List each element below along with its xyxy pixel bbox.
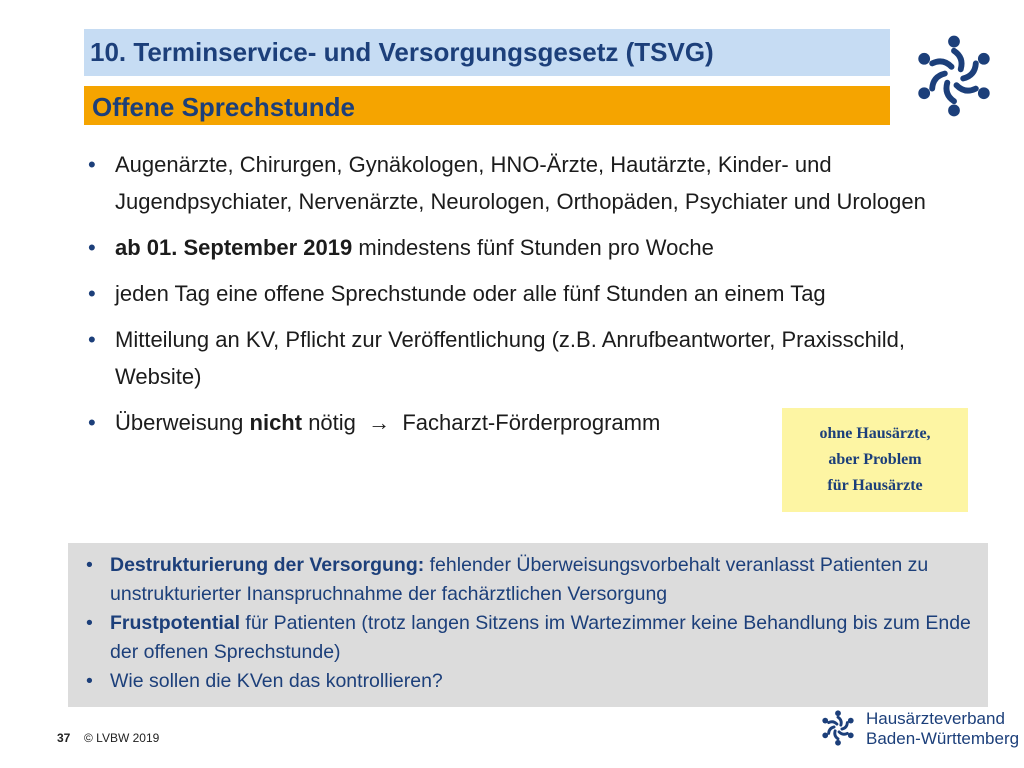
page-number: 37 xyxy=(57,731,71,745)
critique-list xyxy=(82,551,972,696)
bullet-item xyxy=(88,146,978,220)
brand-line-2: Baden-Württemberg xyxy=(866,729,1020,748)
critique-item xyxy=(82,551,972,609)
bullet-post-text: nötig → Facharzt-Förderprogramm xyxy=(302,410,661,435)
main-bullet-list xyxy=(88,146,978,450)
note-box xyxy=(782,408,968,512)
bullet-rest-text: mindestens fünf Stunden pro Woche xyxy=(352,235,714,260)
bullet-dot: • xyxy=(86,554,93,576)
critique-bold-text: Destrukturierung der Versorgung: xyxy=(110,554,425,576)
bullet-pre-text: Überweisung xyxy=(115,410,250,435)
bullet-text xyxy=(115,229,978,266)
note-line: aber Problem xyxy=(828,451,922,468)
bullet-dot: • xyxy=(86,670,93,692)
note-line: für Hausärzte xyxy=(827,477,923,494)
slide-subtitle: Offene Sprechstunde xyxy=(92,92,355,122)
bullet-dot: • xyxy=(86,612,93,634)
title-bar xyxy=(84,29,890,76)
bullet-item xyxy=(88,275,978,312)
critique-item xyxy=(82,667,972,696)
critique-bold-text: Frustpotential xyxy=(110,612,240,634)
bullet-dot: • xyxy=(88,235,96,260)
bullet-bold-text: ab 01. September 2019 xyxy=(115,235,353,260)
brand-line-1: Hausärzteverband xyxy=(866,709,1005,728)
bullet-dot: • xyxy=(88,327,96,352)
critique-text: fehlender Überweisungsvorbehalt veranlasst Patienten zu unstrukturierter Inanspruchnahme der fachärztlichen Versorgung xyxy=(110,554,929,605)
critique-item xyxy=(82,609,972,667)
critique-box xyxy=(68,543,988,707)
bullet-dot: • xyxy=(88,410,96,435)
bullet-item xyxy=(88,321,978,395)
bullet-bold-text: nicht xyxy=(249,410,303,435)
note-line: ohne Hausärzte, xyxy=(819,425,931,442)
critique-text: für Patienten (trotz langen Sitzens im Wartezimmer keine Behandlung bis zum Ende der offenen Sprechstunde) xyxy=(110,612,971,663)
hausaerzteverband-logo-icon xyxy=(912,34,996,118)
critique-text: Wie sollen die KVen das kontrollieren? xyxy=(110,670,443,692)
bullet-item xyxy=(88,229,978,266)
slide-title: 10. Terminservice- und Versorgungsgesetz (TSVG) xyxy=(90,37,714,67)
bullet-dot: • xyxy=(88,281,96,306)
copyright-text: © LVBW 2019 xyxy=(84,731,160,745)
bullet-text: Augenärzte, Chirurgen, Gynäkologen, HNO-Ärzte, Hautärzte, Kinder- und Jugendpsychiater, Nervenärzte, Neurologen, Orthopäden, Psychiater und Urologen xyxy=(115,152,926,214)
brand-wordmark xyxy=(866,709,1019,749)
bullet-dot: • xyxy=(88,152,96,177)
hausaerzteverband-logo-small-icon xyxy=(820,710,856,746)
subtitle-bar xyxy=(84,86,890,125)
bullet-text: Mitteilung an KV, Pflicht zur Veröffentlichung (z.B. Anrufbeantworter, Praxisschild, Website) xyxy=(115,327,905,389)
bullet-text: jeden Tag eine offene Sprechstunde oder alle fünf Stunden an einem Tag xyxy=(115,281,826,306)
